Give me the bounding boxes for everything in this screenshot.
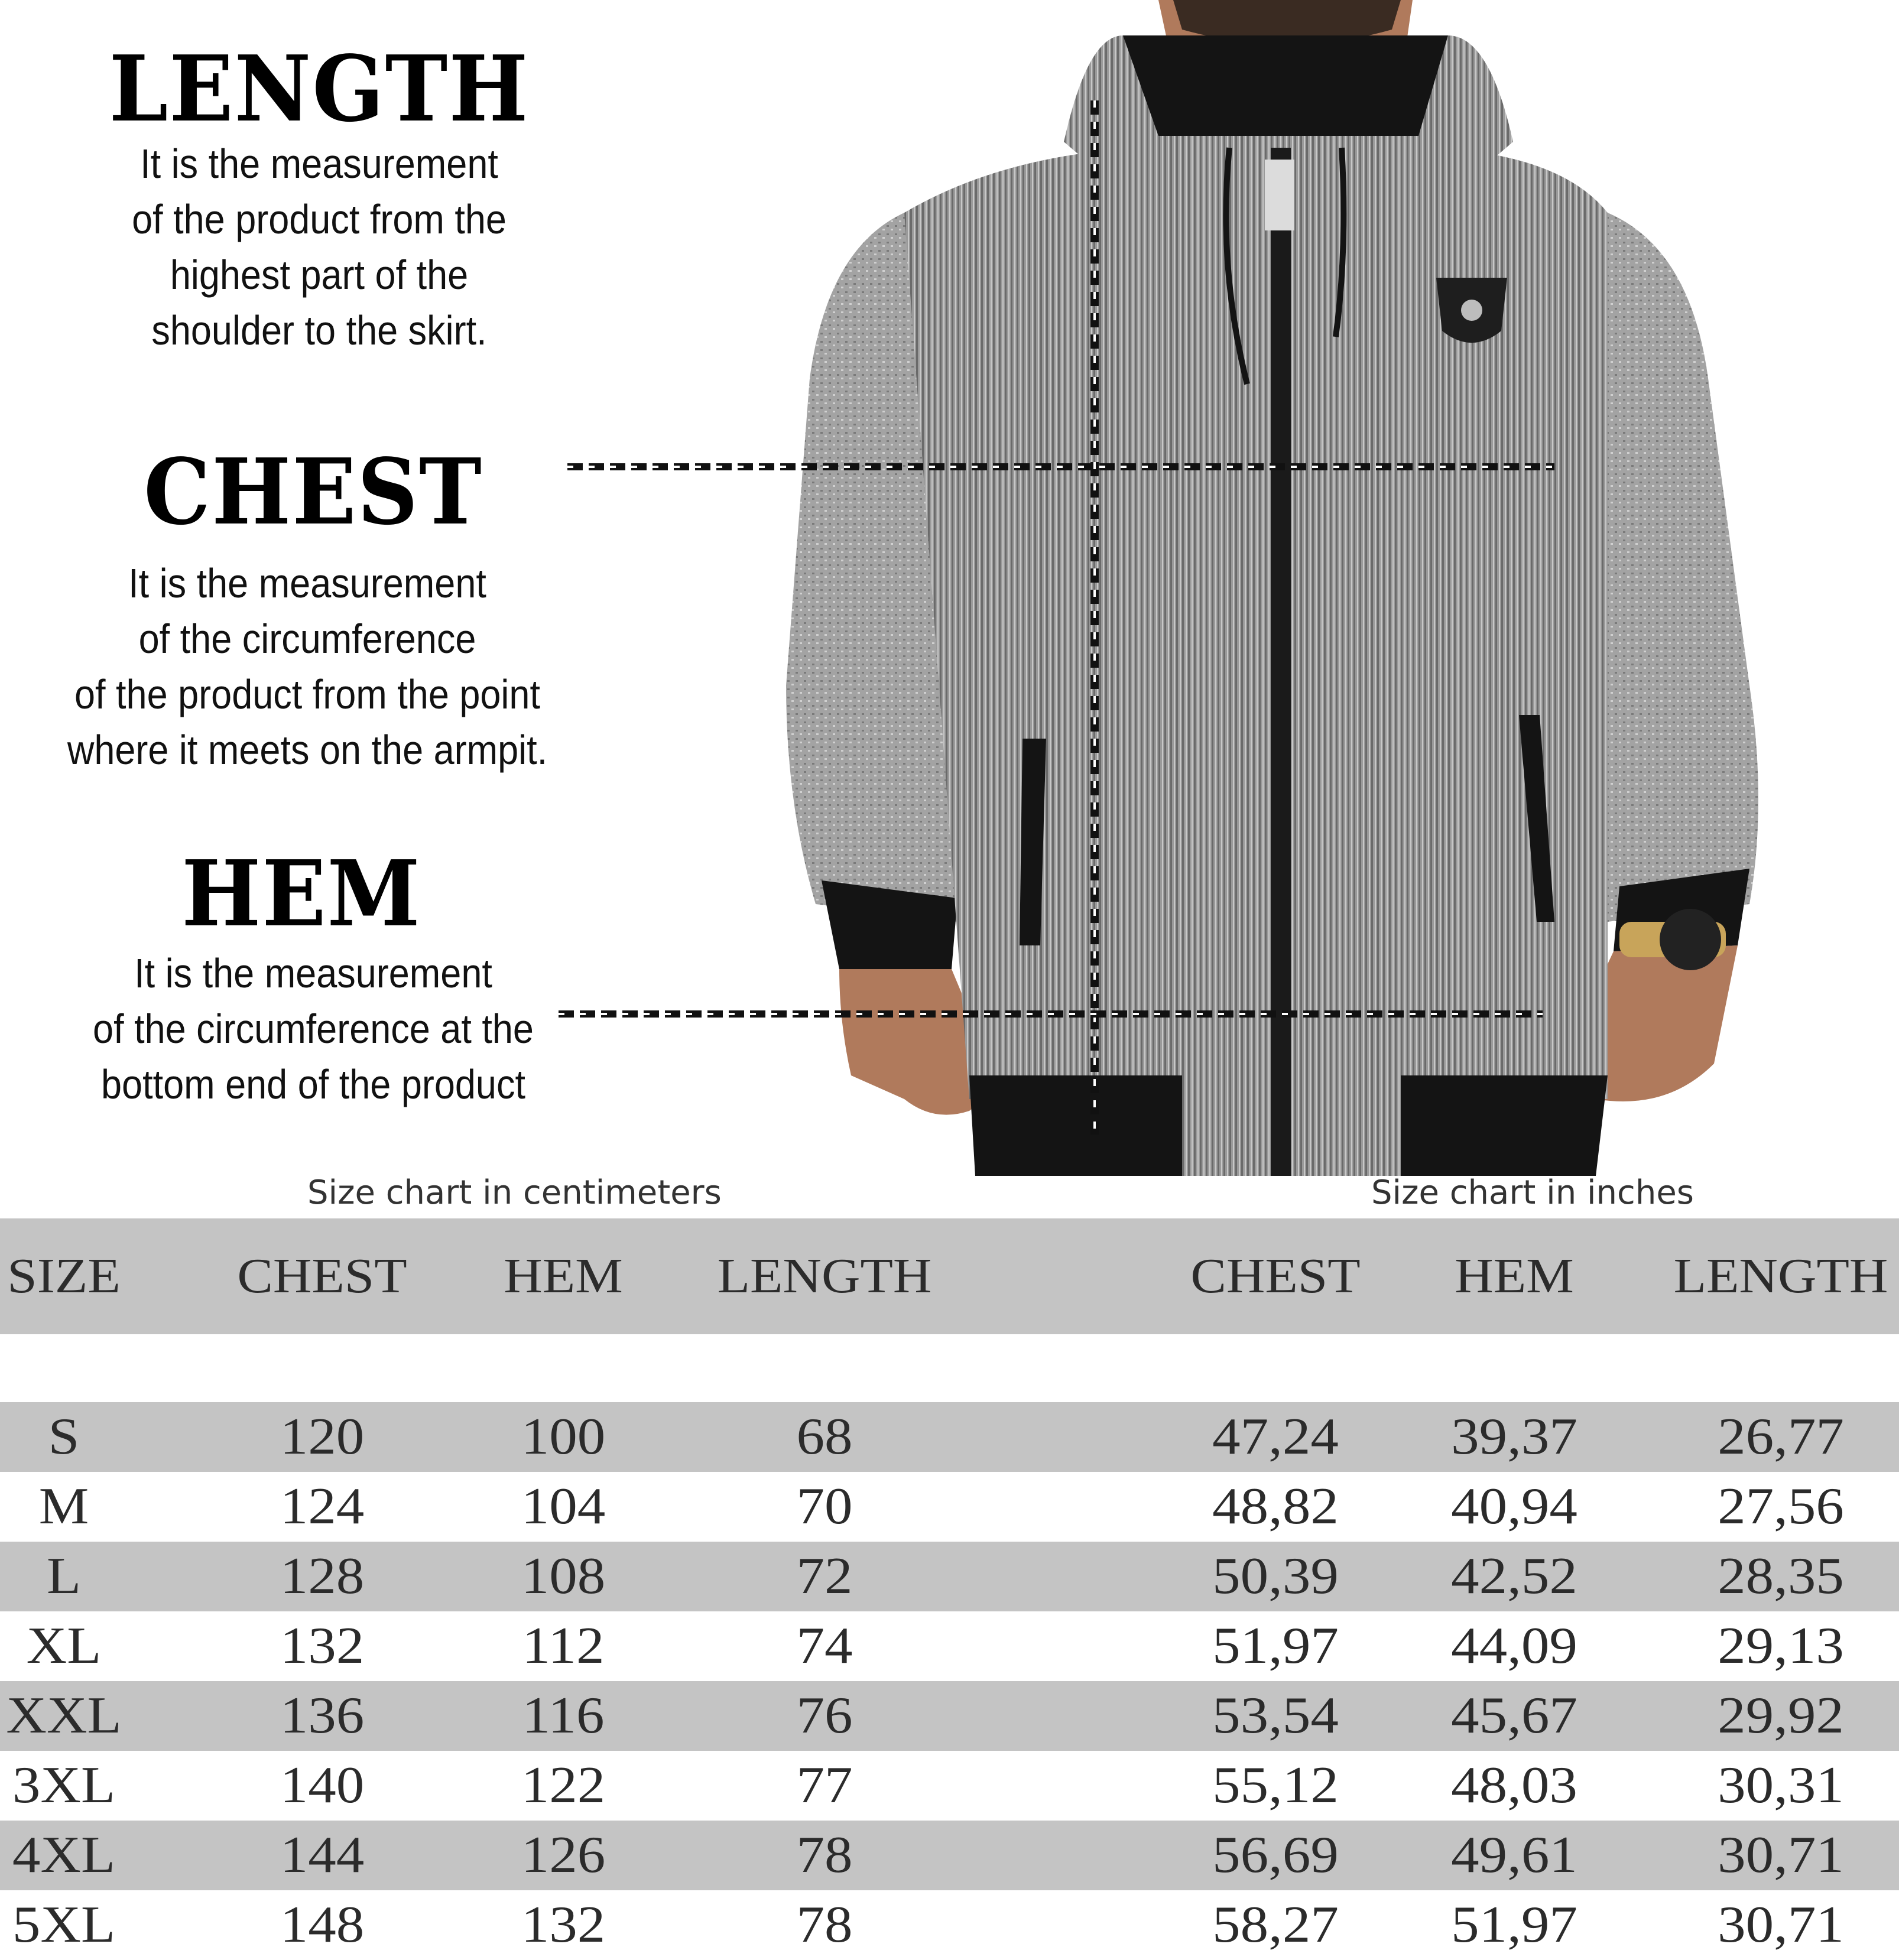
table-cell: 4XL bbox=[12, 1826, 116, 1884]
table-cell: 48,82 bbox=[1212, 1478, 1339, 1535]
column-header: HEM bbox=[1455, 1249, 1574, 1304]
table-cell: 58,27 bbox=[1212, 1896, 1339, 1954]
table-cell: 30,71 bbox=[1718, 1896, 1844, 1954]
table-cell: 28,35 bbox=[1718, 1548, 1844, 1605]
table-cell: 140 bbox=[280, 1757, 365, 1814]
zipper bbox=[1271, 148, 1291, 1176]
length-heading: LENGTH bbox=[109, 36, 530, 142]
chest-line: where it meets on the armpit. bbox=[67, 727, 548, 773]
table-cell: 126 bbox=[521, 1826, 606, 1884]
chest-heading: CHEST bbox=[144, 439, 483, 545]
table-cell: 72 bbox=[796, 1548, 853, 1605]
table-cell: 77 bbox=[796, 1757, 853, 1814]
table-cell: 51,97 bbox=[1451, 1896, 1577, 1954]
watch-face bbox=[1660, 909, 1721, 970]
table-cell: 108 bbox=[521, 1548, 606, 1605]
table-cell: 5XL bbox=[12, 1896, 116, 1954]
table-cell: 44,09 bbox=[1451, 1617, 1577, 1675]
table-cell: 50,39 bbox=[1212, 1548, 1339, 1605]
table-cell: 30,71 bbox=[1718, 1826, 1844, 1884]
table-cell: 124 bbox=[280, 1478, 365, 1535]
column-header: LENGTH bbox=[1673, 1249, 1888, 1304]
table-cell: 78 bbox=[796, 1826, 853, 1884]
table-cell: 45,67 bbox=[1451, 1687, 1577, 1744]
table-cell: 148 bbox=[280, 1896, 365, 1954]
column-header: CHEST bbox=[237, 1249, 407, 1304]
table-cell: 122 bbox=[521, 1757, 606, 1814]
table-cell: 144 bbox=[280, 1826, 365, 1884]
table-cell: 128 bbox=[280, 1548, 365, 1605]
table-cell: 26,77 bbox=[1718, 1408, 1844, 1465]
chest-line: of the circumference bbox=[138, 616, 476, 662]
hem-band-center bbox=[1182, 1075, 1401, 1176]
hood-lining bbox=[1123, 35, 1448, 136]
table-cell: 55,12 bbox=[1212, 1757, 1339, 1814]
table-cell: 29,13 bbox=[1718, 1617, 1844, 1675]
column-header: HEM bbox=[504, 1249, 623, 1304]
hem-line: of the circumference at the bbox=[93, 1006, 534, 1052]
table-cell: 136 bbox=[280, 1687, 365, 1744]
table-cell: 132 bbox=[280, 1617, 365, 1675]
table-cell: 68 bbox=[796, 1408, 853, 1465]
table-cell: 104 bbox=[521, 1478, 606, 1535]
table-cell: XXL bbox=[6, 1687, 122, 1744]
table-cell: 76 bbox=[796, 1687, 853, 1744]
table-cell: 74 bbox=[796, 1617, 853, 1675]
hem-line: It is the measurement bbox=[134, 950, 492, 996]
table-cell: 116 bbox=[522, 1687, 605, 1744]
column-header: CHEST bbox=[1190, 1249, 1361, 1304]
column-header: SIZE bbox=[7, 1249, 121, 1304]
zipper-pull bbox=[1265, 160, 1294, 230]
table-cell: 39,37 bbox=[1451, 1408, 1577, 1465]
badge-emblem bbox=[1461, 300, 1482, 321]
table-cell: 3XL bbox=[12, 1757, 116, 1814]
table-cell: S bbox=[48, 1408, 80, 1465]
hem-line: bottom end of the product bbox=[100, 1061, 525, 1107]
table-cell: 100 bbox=[521, 1408, 606, 1465]
table-cell: 30,31 bbox=[1718, 1757, 1844, 1814]
table-cell: 78 bbox=[796, 1896, 853, 1954]
hem-heading: HEM bbox=[181, 841, 421, 947]
length-line: It is the measurement bbox=[140, 141, 498, 187]
table-cell: 51,97 bbox=[1212, 1617, 1339, 1675]
table-cell: 112 bbox=[522, 1617, 605, 1675]
column-header: LENGTH bbox=[717, 1249, 932, 1304]
table-cell: XL bbox=[26, 1617, 102, 1675]
table-cell: 56,69 bbox=[1212, 1826, 1339, 1884]
table-cell: 53,54 bbox=[1212, 1687, 1339, 1744]
centimeters-caption: Size chart in centimeters bbox=[307, 1174, 722, 1212]
inches-caption: Size chart in inches bbox=[1371, 1174, 1694, 1212]
length-line: highest part of the bbox=[170, 252, 469, 298]
table-cell: L bbox=[46, 1548, 82, 1605]
chest-line: of the product from the point bbox=[74, 671, 540, 717]
right-sleeve bbox=[1596, 213, 1758, 922]
table-cell: 49,61 bbox=[1451, 1826, 1577, 1884]
table-cell: 70 bbox=[796, 1478, 853, 1535]
chest-description bbox=[41, 555, 573, 778]
table-cell: 120 bbox=[280, 1408, 365, 1465]
table-cell: 40,94 bbox=[1451, 1478, 1577, 1535]
table-cell: 29,92 bbox=[1718, 1687, 1844, 1744]
left-hand bbox=[839, 969, 983, 1115]
table-cell: 42,52 bbox=[1451, 1548, 1577, 1605]
length-line: shoulder to the skirt. bbox=[151, 307, 487, 353]
table-cell: 132 bbox=[521, 1896, 606, 1954]
table-cell: 48,03 bbox=[1451, 1757, 1577, 1814]
length-description bbox=[53, 136, 585, 358]
length-line: of the product from the bbox=[132, 196, 507, 242]
chest-line: It is the measurement bbox=[128, 560, 486, 606]
table-cell: 47,24 bbox=[1212, 1408, 1339, 1465]
hem-description bbox=[47, 945, 579, 1112]
table-cell: 27,56 bbox=[1718, 1478, 1844, 1535]
table-cell: M bbox=[38, 1478, 89, 1535]
